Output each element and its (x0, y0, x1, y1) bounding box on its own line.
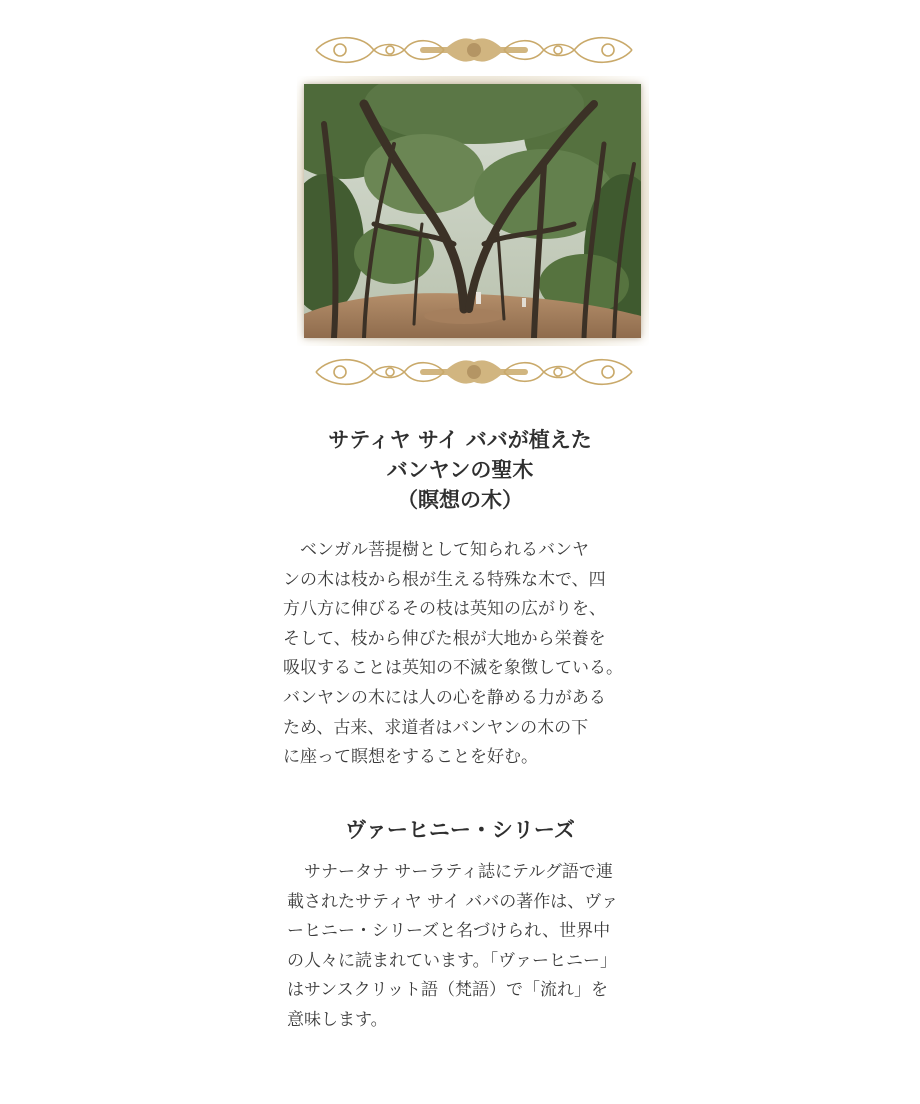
section1-body-line: ため、古来、求道者はバンヤンの木の下 (283, 717, 589, 738)
section1-title-line: バンヤンの聖木 (386, 458, 534, 482)
section1-title (240, 425, 680, 515)
section1-title-line: （瞑想の木） (397, 488, 523, 512)
section2-body-line: 載されたサティヤ サイ ババの著作は、ヴァ (287, 891, 619, 912)
section1-body-line: バンヤンの木には人の心を静める力がある (283, 687, 606, 708)
ornament-top (310, 30, 638, 70)
section1-body-line: ベンガル菩提樹として知られるバンヤ (283, 540, 589, 560)
ornament-bottom (310, 352, 638, 392)
section2-body-line: 意味します。 (287, 1009, 388, 1030)
section1-body-line: 方八方に伸びるその枝は英知の広がりを、 (283, 599, 606, 620)
section1-body-line: そして、枝から伸びた根が大地から栄養を (283, 628, 606, 649)
section1-body-line: に座って瞑想をすることを好む。 (283, 747, 538, 768)
ornament-top-graphic (310, 30, 638, 70)
ornament-bottom-graphic (310, 352, 638, 392)
section2-title: ヴァーヒニー・シリーズ (345, 818, 575, 842)
section2-body-line: はサンスクリット語（梵語）で「流れ」を (287, 980, 608, 1000)
section2-body-line: サナータナ サーラティ誌にテルグ語で連 (287, 862, 613, 882)
banyan-tree-image (304, 84, 641, 338)
section2-body (287, 858, 669, 1035)
section2-body-line: の人々に読まれています。「ヴァーヒニー」 (287, 950, 617, 971)
section1-body (283, 536, 665, 773)
banyan-tree-photo (304, 84, 641, 338)
section1-title-line: サティヤ サイ ババが植えた (328, 428, 592, 452)
section2-body-line: ーヒニー・シリーズと名づけられ、世界中 (287, 921, 611, 941)
section1-body-line: 吸収することは英知の不滅を象徴している。 (283, 658, 623, 679)
section1-body-line: ンの木は枝から根が生える特殊な木で、四 (283, 569, 606, 590)
